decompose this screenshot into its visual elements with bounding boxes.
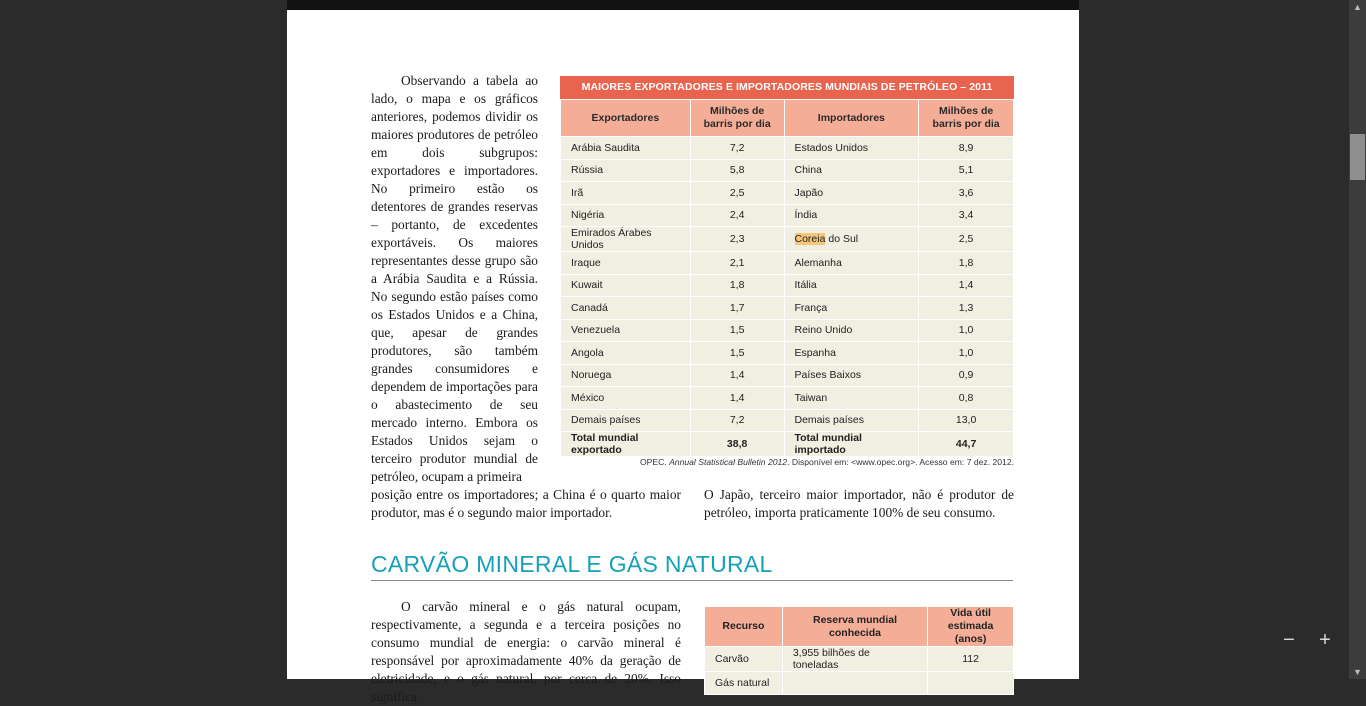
importer-name: Taiwan <box>784 387 919 410</box>
export-value: 1,5 <box>690 319 784 342</box>
table-row <box>561 274 1014 297</box>
import-value: 3,6 <box>919 182 1014 205</box>
lifetime-value <box>928 672 1014 695</box>
oil-trade-table-container <box>560 76 1014 457</box>
importer-name: Alemanha <box>784 252 919 275</box>
table-row <box>705 647 1014 672</box>
import-value: 0,9 <box>919 364 1014 387</box>
paragraph-text: Observando a tabela ao lado, o mapa e os gráficos anteriores, podemos dividir os maiores produtores de petróleo em dois subgrupos: exportadores e importadores. No primeiro estão os detentores de grandes reservas – portanto, de excedentes exportáveis. Os maiores representantes desse grupo são a Arábia Saudita e a Rússia. No segundo estão países como os Estados Unidos e a China, que, apesar de grandes produtores, são também grandes consumidores e dependem de importações para o abastecimento de seu mercado interno. Embora os Estados Unidos sejam o terceiro produtor mundial de petróleo, ocupam a primeira <box>371 73 538 484</box>
coal-gas-paragraph <box>371 598 681 706</box>
importer-name <box>784 227 919 252</box>
scroll-thumb[interactable] <box>1350 134 1365 180</box>
table-row <box>561 204 1014 227</box>
export-value: 2,4 <box>690 204 784 227</box>
export-value: 1,4 <box>690 387 784 410</box>
import-value: 1,3 <box>919 297 1014 320</box>
header-exports-value: Milhões de barris por dia <box>690 100 784 137</box>
vertical-scrollbar[interactable] <box>1349 0 1366 679</box>
exporter-name: Iraque <box>561 252 691 275</box>
table-row <box>561 387 1014 410</box>
zoom-in-button[interactable]: + <box>1319 629 1331 651</box>
table-row <box>561 159 1014 182</box>
table-row <box>561 137 1014 160</box>
table-row <box>705 672 1014 695</box>
importer-name: China <box>784 159 919 182</box>
exporter-name: Nigéria <box>561 204 691 227</box>
import-value: 1,0 <box>919 342 1014 365</box>
oil-trade-table <box>560 76 1014 457</box>
zoom-out-button[interactable]: − <box>1283 629 1295 651</box>
header-resource: Recurso <box>705 607 783 647</box>
table-row <box>561 297 1014 320</box>
header-imports-value: Milhões de barris por dia <box>919 100 1014 137</box>
continuation-paragraph-right: O Japão, terceiro maior importador, não é produtor de petróleo, importa praticamente 100% de seu consumo. <box>704 487 1014 520</box>
exporter-name: Arábia Saudita <box>561 137 691 160</box>
table-row <box>561 227 1014 252</box>
table-row <box>561 319 1014 342</box>
import-value: 3,4 <box>919 204 1014 227</box>
import-value: 5,1 <box>919 159 1014 182</box>
import-value: 13,0 <box>919 409 1014 432</box>
importer-name: Índia <box>784 204 919 227</box>
header-exporters: Exportadores <box>561 100 691 137</box>
importer-name: França <box>784 297 919 320</box>
resource-name: Carvão <box>705 647 783 672</box>
export-value: 1,4 <box>690 364 784 387</box>
exporter-name: Angola <box>561 342 691 365</box>
table-body <box>705 647 1014 695</box>
source-prefix: OPEC. <box>639 457 670 467</box>
table-body <box>561 137 1014 457</box>
importer-name: Espanha <box>784 342 919 365</box>
table-row <box>561 342 1014 365</box>
export-value: 7,2 <box>690 137 784 160</box>
total-imported-label: Total mundial importado <box>784 432 919 457</box>
importer-name: Itália <box>784 274 919 297</box>
importer-name: Japão <box>784 182 919 205</box>
import-value: 1,4 <box>919 274 1014 297</box>
resource-name: Gás natural <box>705 672 783 695</box>
reserves-table-container <box>704 606 1014 695</box>
exporter-name: Emirados Árabes Unidos <box>561 227 691 252</box>
exporter-name: Canadá <box>561 297 691 320</box>
highlight-rest: do Sul <box>825 233 859 245</box>
total-imported-value: 44,7 <box>919 432 1014 457</box>
exporter-name: Venezuela <box>561 319 691 342</box>
exporter-name: Kuwait <box>561 274 691 297</box>
continuation-paragraph-left: posição entre os importadores; a China é o quarto maior produtor, mas é o segundo maior importador. <box>371 487 681 520</box>
exporter-name: Demais países <box>561 409 691 432</box>
export-value: 2,5 <box>690 182 784 205</box>
importer-name: Reino Unido <box>784 319 919 342</box>
table-row <box>561 182 1014 205</box>
export-value: 1,8 <box>690 274 784 297</box>
export-value: 7,2 <box>690 409 784 432</box>
exporter-name: Noruega <box>561 364 691 387</box>
exporter-name: Rússia <box>561 159 691 182</box>
viewer-top-edge <box>287 0 1079 10</box>
export-value: 1,5 <box>690 342 784 365</box>
export-value: 5,8 <box>690 159 784 182</box>
table-total-row <box>561 432 1014 457</box>
table-header-row <box>705 607 1014 647</box>
table-row <box>561 252 1014 275</box>
importer-name: Países Baixos <box>784 364 919 387</box>
left-column-paragraph <box>371 72 538 486</box>
header-lifetime: Vida útil estimada (anos) <box>928 607 1014 647</box>
table-header-row <box>561 100 1014 137</box>
export-value: 1,7 <box>690 297 784 320</box>
header-importers: Importadores <box>784 100 919 137</box>
export-value: 2,3 <box>690 227 784 252</box>
document-page <box>287 10 1079 704</box>
scroll-up-arrow[interactable]: ▲ <box>1353 2 1362 12</box>
import-value: 1,0 <box>919 319 1014 342</box>
reserves-table <box>704 606 1014 695</box>
total-exported-label: Total mundial exportado <box>561 432 691 457</box>
search-highlight: Coreia <box>794 233 826 245</box>
header-reserve: Reserva mundial conhecida <box>782 607 927 647</box>
importer-name: Estados Unidos <box>784 137 919 160</box>
source-suffix: . Disponível em: <www.opec.org>. Acesso em: 7 dez. 2012. <box>787 457 1014 467</box>
table-title: MAIORES EXPORTADORES E IMPORTADORES MUNDIAIS DE PETRÓLEO – 2011 <box>560 76 1014 99</box>
table-source <box>560 457 1014 467</box>
lifetime-value: 112 <box>928 647 1014 672</box>
paragraph-text: O carvão mineral e o gás natural ocupam, respectivamente, a segunda e a terceira posições no consumo mundial de energia: o carvão mineral é responsável por aproximadamente 40% da geração de eletricidade, e o gás natural, por cerca de 20%. Isso significa <box>371 599 681 704</box>
source-title: Annual Statistical Bulletin 2012 <box>669 457 788 467</box>
import-value: 2,5 <box>919 227 1014 252</box>
total-exported-value: 38,8 <box>690 432 784 457</box>
import-value: 1,8 <box>919 252 1014 275</box>
exporter-name: México <box>561 387 691 410</box>
importer-name: Demais países <box>784 409 919 432</box>
table-row <box>561 409 1014 432</box>
section-heading: CARVÃO MINERAL E GÁS NATURAL <box>371 551 1013 581</box>
table-row <box>561 364 1014 387</box>
exporter-name: Irã <box>561 182 691 205</box>
import-value: 0,8 <box>919 387 1014 410</box>
reserve-value: 3,955 bilhões de toneladas <box>782 647 927 672</box>
scroll-down-arrow[interactable]: ▼ <box>1353 667 1362 677</box>
reserve-value <box>782 672 927 695</box>
import-value: 8,9 <box>919 137 1014 160</box>
export-value: 2,1 <box>690 252 784 275</box>
